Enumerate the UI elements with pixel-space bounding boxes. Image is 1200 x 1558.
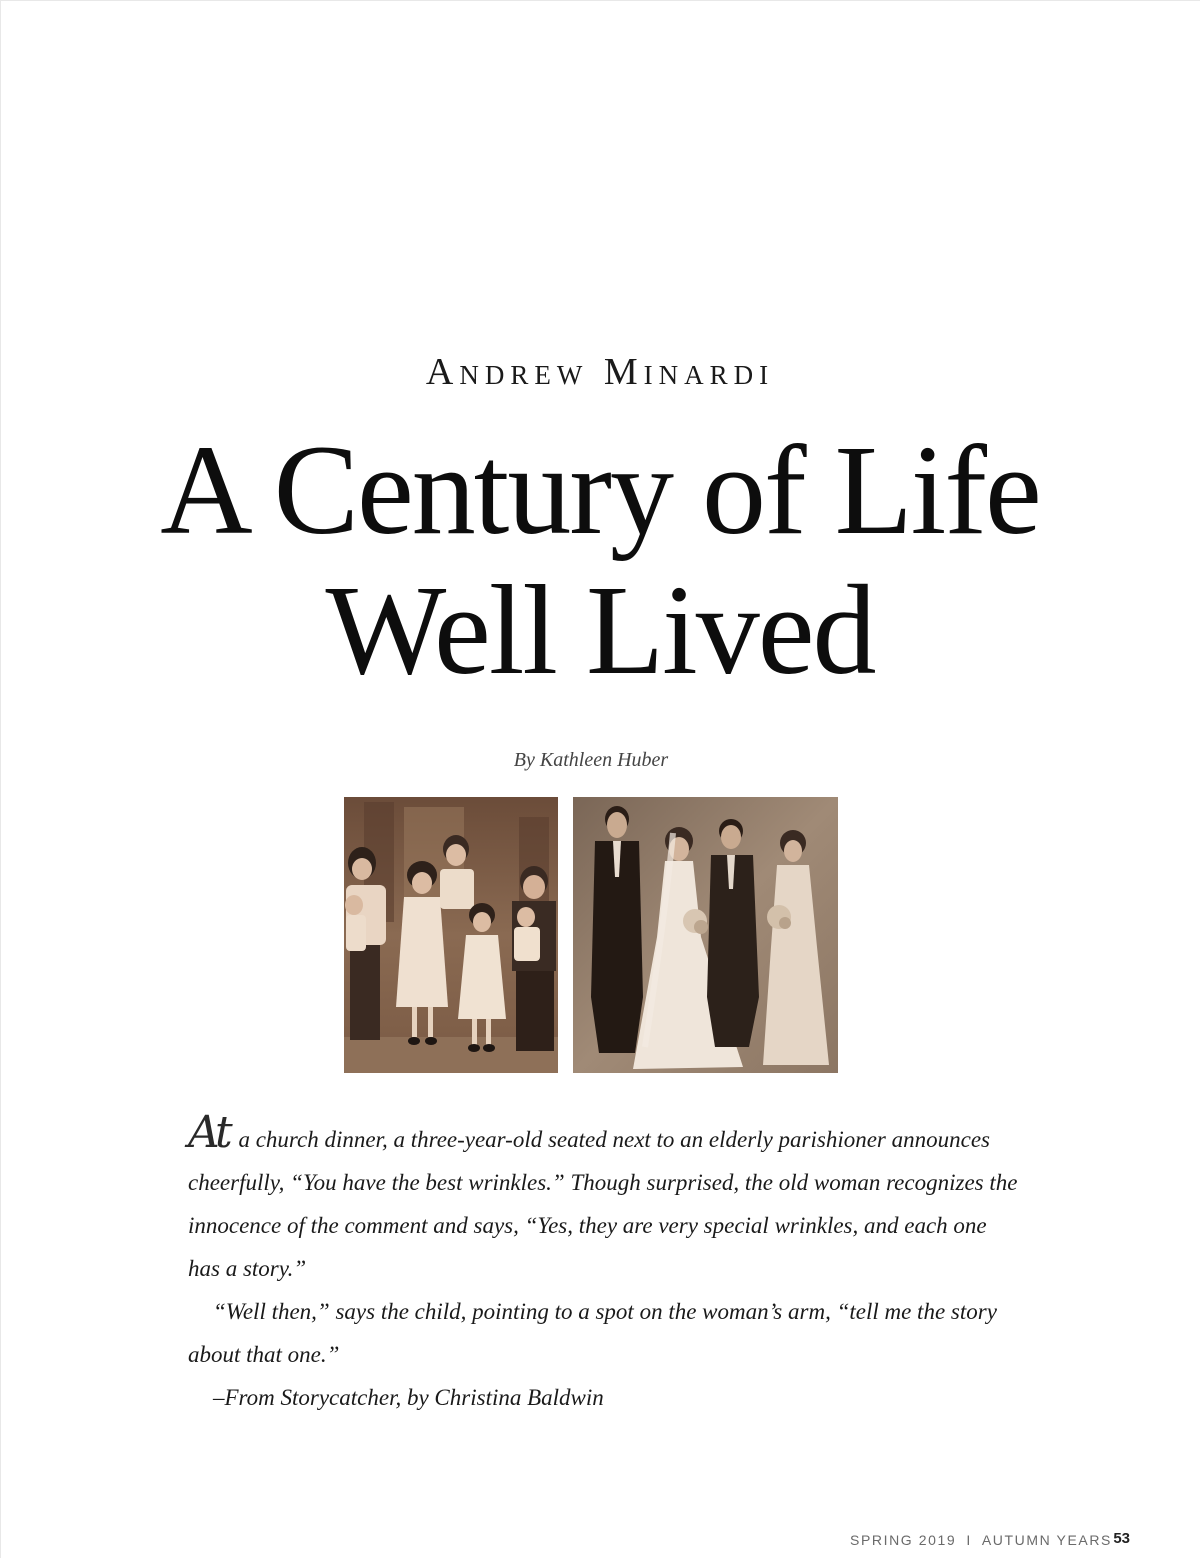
paragraph-2: “Well then,” says the child, pointing to a spot on the woman’s arm, “tell me the story about that one.” (188, 1299, 997, 1367)
wedding-photo-image (573, 797, 838, 1073)
headline-line-1: A Century of Life (160, 419, 1040, 561)
headline-line-2: Well Lived (325, 559, 875, 701)
page-number: 53 (1113, 1530, 1130, 1547)
family-photo (344, 797, 558, 1073)
subject-name: Andrew Minardi (425, 351, 775, 393)
article-body (188, 1107, 1018, 1419)
wedding-photo (573, 797, 838, 1073)
drop-cap: At (188, 1107, 229, 1158)
footer-separator: I (966, 1532, 972, 1548)
paragraph-1-text: a church dinner, a three-year-old seated next to an elderly parishioner announces cheerfully, “You have the best wrinkles.” Though surprised, the old woman recognizes the innocence of the comment and says, “Yes, they are very special wrinkles, and each one has a story.” (188, 1127, 1018, 1281)
running-footer (850, 1532, 1112, 1548)
page-edge-top (0, 0, 1200, 1)
quote-attribution: –From Storycatcher, by Christina Baldwin (213, 1385, 604, 1410)
byline: By Kathleen Huber (513, 749, 669, 771)
page-edge-left (0, 0, 1, 1558)
footer-magazine: AUTUMN YEARS (981, 1532, 1112, 1548)
paragraph-1 (188, 1107, 1018, 1290)
footer-season: SPRING 2019 (850, 1532, 957, 1548)
headline (0, 420, 1200, 700)
family-photo-image (344, 797, 558, 1073)
